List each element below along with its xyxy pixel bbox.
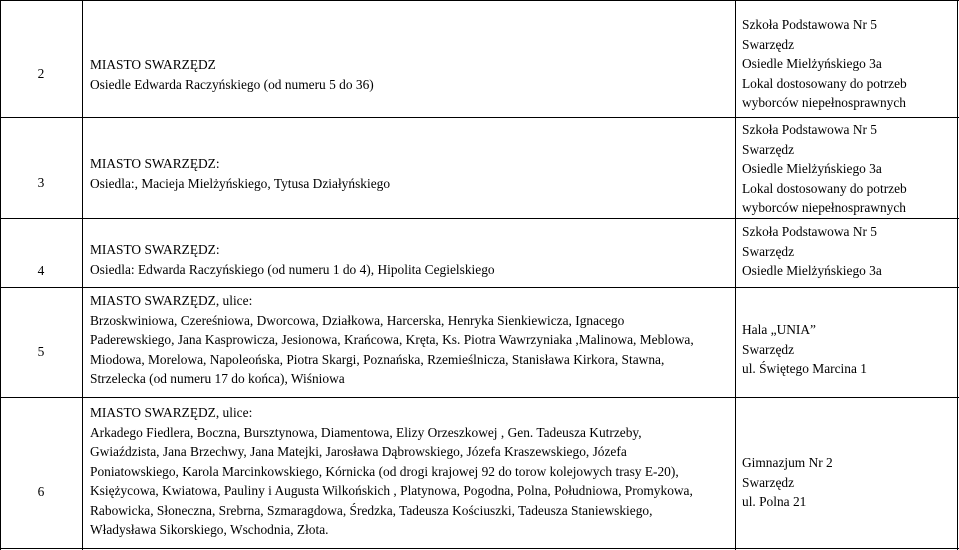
district-line: Gwiaździsta, Jana Brzechwy, Jana Matejki, Jarosława Dąbrowskiego, Józefa Kraszewskiego, Józefa — [90, 444, 627, 459]
station-line: Osiedle Mielżyńskiego 3a — [742, 56, 882, 71]
station-line: Szkoła Podstawowa Nr 5 — [742, 17, 878, 32]
station-line: Lokal dostosowany do potrzeb — [742, 180, 907, 196]
district-line: Arkadego Fiedlera, Boczna, Bursztynowa, Diamentowa, Elizy Orzeszkowej , Gen. Tadeusza Kutrzeby, — [90, 424, 642, 440]
station-line: ul. Świętego Marcina 1 — [742, 361, 867, 376]
polling-station-address — [742, 15, 907, 113]
column-divider — [957, 0, 958, 550]
district-line: Rabowicka, Słoneczna, Srebrna, Szmaragdowa, Średzka, Tadeusza Kościuszki, Tadeusza Staniewskiego, — [90, 502, 653, 518]
row-divider — [0, 117, 959, 118]
district-line: Osiedla: Edwarda Raczyńskiego (od numeru 1 do 4), Hipolita Cegielskiego — [90, 261, 495, 277]
station-line: Swarzędz — [742, 243, 795, 259]
station-line: Gimnazjum Nr 2 — [742, 455, 833, 470]
column-divider — [735, 0, 736, 550]
district-description — [90, 403, 693, 540]
station-line: Osiedle Mielżyńskiego 3a — [742, 161, 882, 176]
polling-station-address — [742, 453, 833, 512]
polling-station-address — [742, 222, 882, 281]
station-line: Hala „UNIA” — [742, 322, 816, 337]
row-number: 3 — [37, 175, 45, 190]
station-line: Swarzędz — [742, 341, 795, 357]
row-number: 2 — [37, 66, 45, 81]
polling-station-address — [742, 320, 867, 379]
station-line: Swarzędz — [742, 36, 795, 52]
district-line: Osiedla:, Macieja Mielżyńskiego, Tytusa Działyńskiego — [90, 175, 391, 191]
polling-station-address — [742, 120, 907, 218]
station-line: wyborców niepełnosprawnych — [742, 200, 906, 215]
district-line: Księżycowa, Kwiatowa, Pauliny i Augusta Wilkońskich , Platynowa, Pogodna, Polna, Południowa, Promykowa, — [90, 483, 693, 498]
district-line: Poniatowskiego, Karola Marcinkowskiego, Kórnicka (od drogi krajowej 92 do torow kolejowych trasy E-20), — [90, 463, 679, 479]
row-divider — [0, 397, 959, 398]
district-description — [90, 291, 694, 389]
station-line: Szkoła Podstawowa Nr 5 — [742, 122, 878, 137]
station-line: ul. Polna 21 — [742, 494, 807, 509]
district-line: MIASTO SWARZĘDZ, ulice: — [90, 405, 253, 420]
district-line: MIASTO SWARZĘDZ: — [90, 242, 220, 257]
district-line: Brzoskwiniowa, Czereśniowa, Dworcowa, Działkowa, Harcerska, Henryka Sienkiewicza, Ignacego — [90, 312, 625, 328]
station-line: Osiedle Mielżyńskiego 3a — [742, 263, 882, 278]
row-number: 6 — [37, 484, 45, 499]
district-description — [90, 55, 374, 94]
district-line: MIASTO SWARZĘDZ — [90, 57, 216, 72]
row-divider — [0, 287, 959, 288]
row-number: 4 — [37, 263, 45, 278]
district-line: MIASTO SWARZĘDZ, ulice: — [90, 293, 253, 308]
row-number: 5 — [37, 344, 45, 359]
district-line: Paderewskiego, Jana Kasprowicza, Jesionowa, Krańcowa, Kręta, Ks. Piotra Wawrzyniaka ,Malinowa, Meblowa, — [90, 332, 694, 347]
station-line: wyborców niepełnosprawnych — [742, 95, 906, 110]
station-line: Swarzędz — [742, 141, 795, 157]
district-line: Osiedle Edwarda Raczyńskiego (od numeru 5 do 36) — [90, 76, 374, 92]
row-divider — [0, 218, 959, 219]
column-divider — [82, 0, 83, 550]
district-line: Strzelecka (od numeru 17 do końca), Wiśniowa — [90, 371, 345, 386]
district-line: Miodowa, Morelowa, Napoleońska, Piotra Skargi, Poznańska, Rzemieślnicza, Stanisława Kirkora, Stawna, — [90, 351, 665, 367]
district-line: MIASTO SWARZĘDZ: — [90, 156, 220, 171]
district-description — [90, 240, 495, 279]
station-line: Lokal dostosowany do potrzeb — [742, 75, 907, 91]
row-divider — [0, 548, 959, 549]
station-line: Szkoła Podstawowa Nr 5 — [742, 224, 878, 239]
district-line: Władysława Sikorskiego, Wschodnia, Złota. — [90, 522, 329, 537]
district-description — [90, 154, 390, 193]
station-line: Swarzędz — [742, 474, 795, 490]
row-divider — [0, 0, 959, 1]
